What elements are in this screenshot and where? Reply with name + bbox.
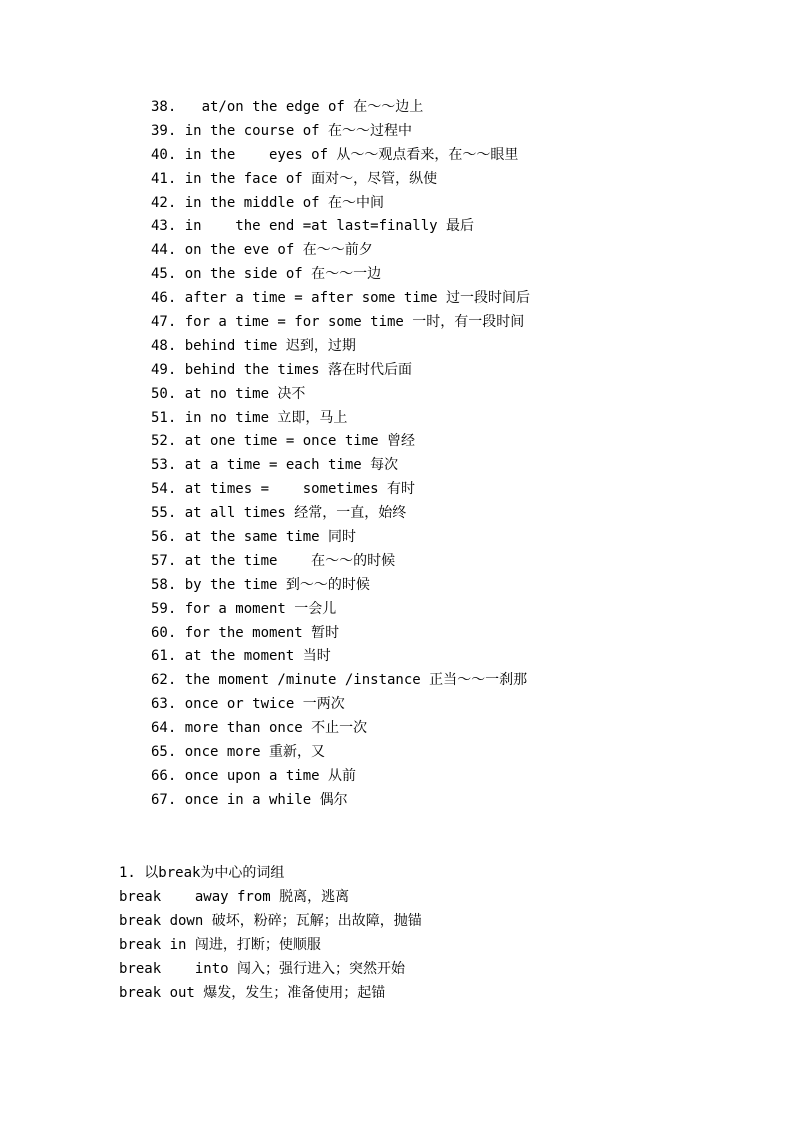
list-item: 67. once in a while 偶尔 [151, 791, 348, 808]
list-item: 51. in no time 立即，马上 [151, 409, 348, 426]
break-phrase-section [119, 861, 422, 1005]
list-item: 41. in the face of 面对～，尽管，纵使 [151, 170, 438, 187]
list-item: 43. in the end =at last=finally 最后 [151, 218, 475, 235]
list-item: 52. at one time = once time 曾经 [151, 433, 416, 450]
list-item: 62. the moment /minute /instance 正当～～一刹那 [151, 672, 528, 689]
list-item: 56. at the same time 同时 [151, 529, 357, 546]
list-item: 44. on the eve of 在～～前夕 [151, 242, 373, 259]
list-item: 57. at the time 在～～的时候 [151, 552, 396, 569]
list-item: 39. in the course of 在～～过程中 [151, 122, 413, 139]
list-item: 40. in the eyes of 从～～观点看来，在～～眼里 [151, 146, 519, 163]
list-item: 65. once more 重新，又 [151, 744, 326, 761]
list-item: 50. at no time 决不 [151, 385, 306, 402]
list-item: 47. for a time = for some time 一时，有一段时间 [151, 314, 525, 331]
section-heading: 1. 以break为中心的词组 [119, 865, 285, 881]
list-item: 48. behind time 迟到，过期 [151, 337, 356, 354]
phrase-line: break down 破坏，粉碎；瓦解；出故障，抛锚 [119, 913, 422, 929]
list-item: 64. more than once 不止一次 [151, 720, 368, 737]
list-item: 66. once upon a time 从前 [151, 767, 357, 784]
phrase-line: break away from 脱离，逃离 [119, 889, 350, 905]
phrase-list [151, 96, 530, 813]
phrase-line: break out 爆发，发生；准备使用；起锚 [119, 985, 386, 1001]
list-item: 49. behind the times 落在时代后面 [151, 361, 413, 378]
list-item: 55. at all times 经常，一直，始终 [151, 505, 407, 522]
list-item: 45. on the side of 在～～一边 [151, 266, 382, 283]
list-item: 63. once or twice 一两次 [151, 696, 345, 713]
list-item: 54. at times = sometimes 有时 [151, 481, 416, 498]
list-item: 59. for a moment 一会儿 [151, 600, 337, 617]
list-item: 53. at a time = each time 每次 [151, 457, 399, 474]
list-item: 42. in the middle of 在～中间 [151, 194, 385, 211]
phrase-line: break into 闯入；强行进入；突然开始 [119, 961, 406, 977]
list-item: 38. at/on the edge of 在～～边上 [151, 99, 424, 115]
list-item: 58. by the time 到～～的时候 [151, 576, 370, 593]
list-item: 46. after a time = after some time 过一段时间后 [151, 290, 531, 307]
phrase-line: break in 闯进，打断；使顺服 [119, 937, 321, 953]
list-item: 60. for the moment 暂时 [151, 624, 340, 641]
list-item: 61. at the moment 当时 [151, 648, 331, 665]
